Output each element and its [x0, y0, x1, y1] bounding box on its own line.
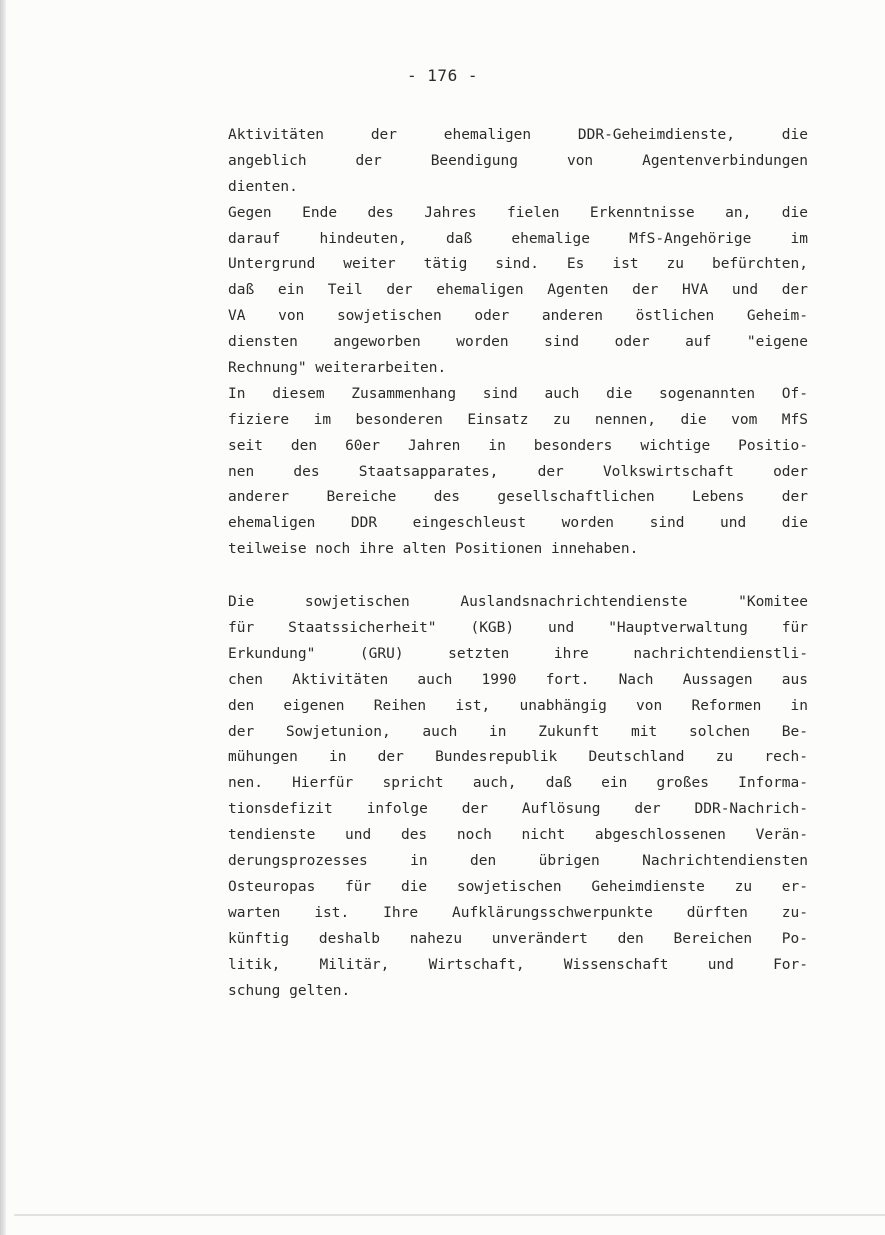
text-line: tionsdefizit infolge der Auflösung der DDR-Nachrich- — [228, 801, 808, 818]
text-line: nen des Staatsapparates, der Volkswirtschaft oder — [228, 463, 808, 480]
text-line: warten ist. Ihre Aufklärungsschwerpunkte dürften zu- — [228, 904, 808, 921]
text-line: Untergrund weiter tätig sind. Es ist zu befürchten, — [228, 256, 808, 273]
text-line: der Sowjetunion, auch in Zukunft mit solchen Be- — [228, 723, 808, 740]
text-line: chen Aktivitäten auch 1990 fort. Nach Aussagen aus — [228, 671, 808, 688]
text-line: seit den 60er Jahren in besonders wichtige Positio- — [228, 437, 808, 454]
body-text — [228, 123, 808, 1004]
text-line: litik, Militär, Wirtschaft, Wissenschaft und For- — [228, 956, 808, 973]
paragraph — [228, 123, 808, 201]
text-line: nen. Hierfür spricht auch, daß ein großes Informa- — [228, 775, 808, 792]
text-line: Erkundung" (GRU) setzten ihre nachrichtendienstli- — [228, 645, 808, 662]
text-line: dienten. — [228, 178, 298, 195]
text-line: Osteuropas für die sowjetischen Geheimdienste zu er- — [228, 878, 808, 895]
text-line: mühungen in der Bundesrepublik Deutschland zu rech- — [228, 749, 808, 766]
text-line: Aktivitäten der ehemaligen DDR-Geheimdienste, die — [228, 127, 808, 143]
paragraph-gap — [228, 563, 808, 590]
paragraph — [228, 201, 808, 382]
paragraph — [228, 382, 808, 563]
text-line: derungsprozesses in den übrigen Nachrichtendiensten — [228, 853, 808, 870]
scan-left-edge — [0, 0, 6, 1235]
text-line: künftig deshalb nahezu unverändert den Bereichen Po- — [228, 930, 808, 947]
text-line: diensten angeworben worden sind oder auf "eigene — [228, 334, 808, 351]
text-line: daß ein Teil der ehemaligen Agenten der HVA und der — [228, 282, 808, 299]
text-line: Rechnung" weiterarbeiten. — [228, 360, 447, 377]
text-line: ehemaligen DDR eingeschleust worden sind und die — [228, 515, 808, 532]
text-line: anderer Bereiche des gesellschaftlichen Lebens der — [228, 489, 808, 506]
text-line: darauf hindeuten, daß ehemalige MfS-Angehörige im — [228, 230, 808, 247]
text-line: teilweise noch ihre alten Positionen innehaben. — [228, 541, 639, 558]
text-line: tendienste und des noch nicht abgeschlossenen Verän- — [228, 827, 808, 844]
text-line: für Staatssicherheit" (KGB) und "Hauptverwaltung für — [228, 620, 808, 637]
text-line: angeblich der Beendigung von Agentenverbindungen — [228, 152, 808, 169]
text-line: VA von sowjetischen oder anderen östlichen Geheim- — [228, 308, 808, 325]
text-line: den eigenen Reihen ist, unabhängig von Reformen in — [228, 697, 808, 714]
page-number: - 176 - — [407, 66, 478, 85]
paragraph — [228, 590, 808, 1004]
scan-bottom-edge — [14, 1214, 885, 1216]
text-line: In diesem Zusammenhang sind auch die sogenannten Of- — [228, 385, 808, 402]
text-line: fiziere im besonderen Einsatz zu nennen, die vom MfS — [228, 411, 808, 428]
text-line: Gegen Ende des Jahres fielen Erkenntnisse an, die — [228, 204, 808, 221]
text-line: schung gelten. — [228, 982, 351, 999]
text-line: Die sowjetischen Auslandsnachrichtendienste "Komitee — [228, 594, 808, 611]
